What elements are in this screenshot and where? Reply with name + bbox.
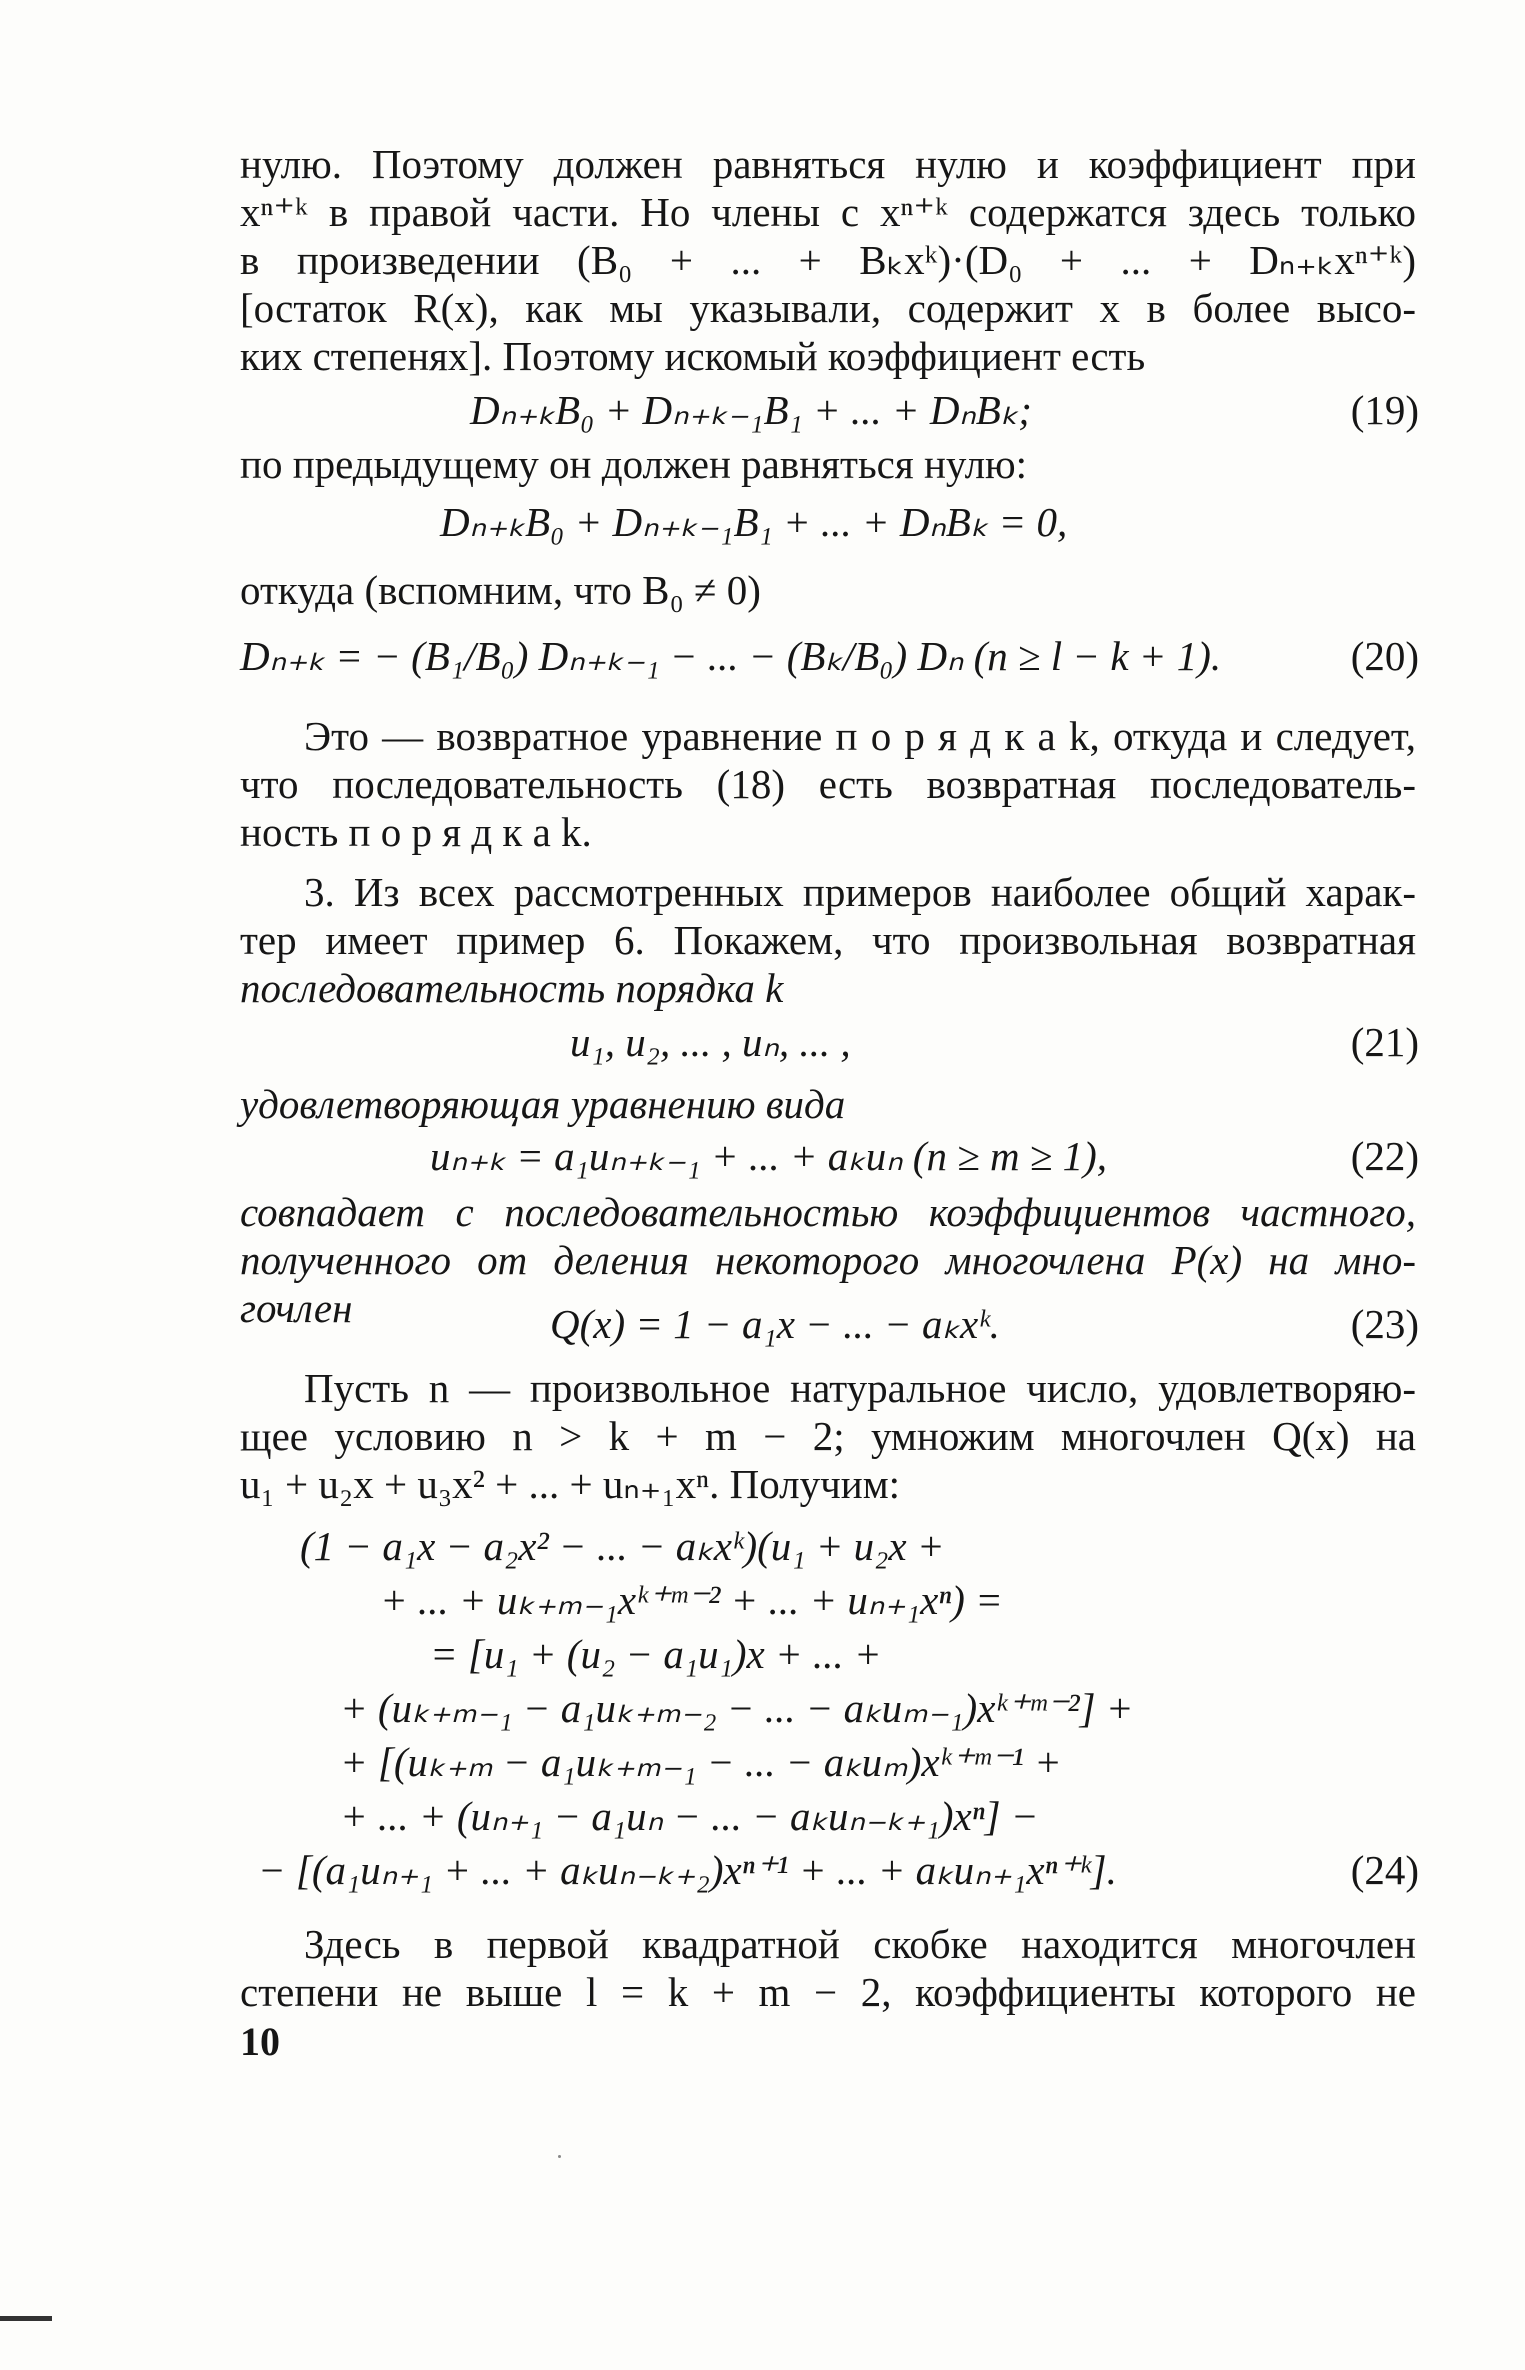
text-line: по предыдущему он должен равняться нулю: <box>240 441 1028 487</box>
text-line: в произведении (B₀ + ... + Bₖxᵏ)·(D₀ + ... + Dₙ₊ₖxⁿ⁺ᵏ) <box>240 237 1416 283</box>
equation-number-22: (22) <box>1350 1133 1419 1179</box>
equation-24-line: (1 − a₁x − a₂x² − ... − aₖxᵏ)(u₁ + u₂x + <box>300 1523 945 1569</box>
text-line: полученного от деления некоторого многочлена P(x) на мно- <box>240 1237 1416 1283</box>
equation-number-24: (24) <box>1350 1847 1419 1893</box>
text-line: щее условию n > k + m − 2; умножим многочлен Q(x) на <box>240 1413 1416 1459</box>
text-line: гочлен <box>240 1285 353 1331</box>
text-line: 3. Из всех рассмотренных примеров наиболее общий харак- <box>304 869 1416 915</box>
text-line: [остаток R(x), как мы указывали, содержит x в более высо- <box>240 285 1416 331</box>
equation-24-line: + [(uₖ₊ₘ − a₁uₖ₊ₘ₋₁ − ... − aₖuₘ)xᵏ⁺ᵐ⁻¹ + <box>340 1739 1062 1785</box>
text-line: удовлетворяющая уравнению вида <box>240 1081 846 1127</box>
equation-number-19: (19) <box>1350 387 1419 433</box>
scan-speck <box>558 2155 561 2158</box>
text-line: тер имеет пример 6. Покажем, что произвольная возвратная <box>240 917 1416 963</box>
scan-edge-mark <box>0 2316 52 2321</box>
text-line: xⁿ⁺ᵏ в правой части. Но члены с xⁿ⁺ᵏ содержатся здесь только <box>240 189 1416 235</box>
equation-number-21: (21) <box>1350 1019 1419 1065</box>
equation-24-line: + (uₖ₊ₘ₋₁ − a₁uₖ₊ₘ₋₂ − ... − aₖuₘ₋₁)xᵏ⁺ᵐ⁻²] + <box>340 1685 1134 1731</box>
equation-24-line: + ... + uₖ₊ₘ₋₁xᵏ⁺ᵐ⁻² + ... + uₙ₊₁xⁿ) = <box>380 1577 1003 1623</box>
equation-unnumbered: Dₙ₊ₖB₀ + Dₙ₊ₖ₋₁B₁ + ... + DₙBₖ = 0, <box>440 499 1068 545</box>
equation-21: u₁, u₂, ... , uₙ, ... , <box>570 1019 851 1065</box>
text-line: ность п о р я д к а k. <box>240 809 592 855</box>
text-line: что последовательность (18) есть возвратная последователь- <box>240 761 1416 807</box>
equation-22: uₙ₊ₖ = a₁uₙ₊ₖ₋₁ + ... + aₖuₙ (n ≥ m ≥ 1), <box>430 1133 1107 1179</box>
equation-number-23: (23) <box>1350 1301 1419 1347</box>
text-line: u₁ + u₂x + u₃x² + ... + uₙ₊₁xⁿ. Получим: <box>240 1461 901 1507</box>
text-line: последовательность порядка k <box>240 965 784 1011</box>
equation-24-line: − [(a₁uₙ₊₁ + ... + aₖuₙ₋ₖ₊₂)xⁿ⁺¹ + ... + aₖuₙ₊₁xⁿ⁺ᵏ]. <box>258 1847 1117 1893</box>
equation-19: Dₙ₊ₖB₀ + Dₙ₊ₖ₋₁B₁ + ... + DₙBₖ; <box>470 387 1032 433</box>
text-line: ких степенях]. Поэтому искомый коэффициент есть <box>240 333 1146 379</box>
equation-23: Q(x) = 1 − a₁x − ... − aₖxᵏ. <box>550 1301 1000 1347</box>
text-line: нулю. Поэтому должен равняться нулю и коэффициент при <box>240 141 1416 187</box>
equation-24-line: + ... + (uₙ₊₁ − a₁uₙ − ... − aₖuₙ₋ₖ₊₁)xⁿ] − <box>340 1793 1039 1839</box>
page-number: 10 <box>240 2019 280 2064</box>
equation-20: Dₙ₊ₖ = − (B₁/B₀) Dₙ₊ₖ₋₁ − ... − (Bₖ/B₀) Dₙ (n ≥ l − k + 1). <box>240 633 1222 679</box>
equation-number-20: (20) <box>1350 633 1419 679</box>
text-line: Здесь в первой квадратной скобке находится многочлен <box>304 1921 1416 1967</box>
equation-24-line: = [u₁ + (u₂ − a₁u₁)x + ... + <box>430 1631 882 1677</box>
text-line: Это — возвратное уравнение п о р я д к а k, откуда и следует, <box>304 713 1416 759</box>
text-line: степени не выше l = k + m − 2, коэффициенты которого не <box>240 1969 1416 2015</box>
text-line: откуда (вспомним, что B₀ ≠ 0) <box>240 567 761 613</box>
text-line: Пусть n — произвольное натуральное число, удовлетворяю- <box>304 1365 1416 1411</box>
text-line: совпадает с последовательностью коэффициентов частного, <box>240 1189 1416 1235</box>
